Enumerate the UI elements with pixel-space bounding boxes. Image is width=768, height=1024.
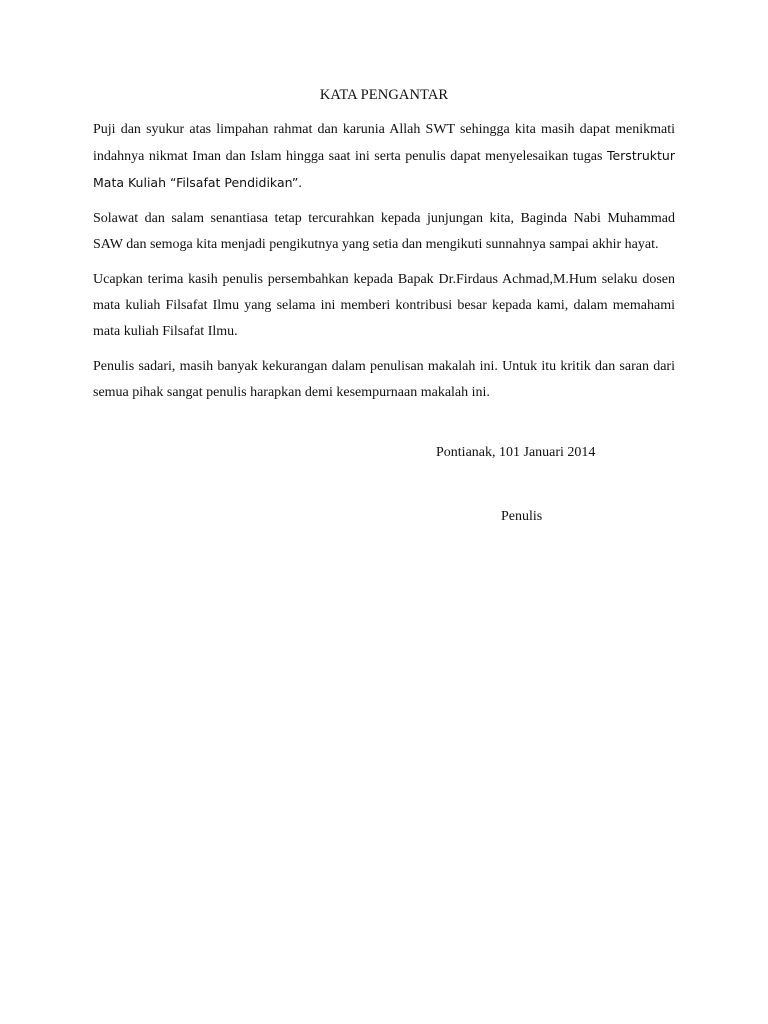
document-body: [93, 117, 675, 415]
place-and-date: Pontianak, 101 Januari 2014: [436, 445, 596, 460]
paragraph-closing: Penulis sadari, masih banyak kekurangan dalam penulisan makalah ini. Untuk itu kritik dan saran dari semua pihak sangat penulis harapkan demi kesempurnaan makalah ini.: [93, 359, 675, 400]
paragraph-salawat: Solawat dan salam senantiasa tetap tercurahkan kepada junjungan kita, Baginda Nabi Muhammad SAW dan semoga kita menjadi pengikutnya yang setia dan mengikuti sunnahnya sampai akhir hayat.: [93, 211, 675, 252]
paragraph-opening-end: .: [298, 176, 302, 191]
paragraph-thanks: Ucapkan terima kasih penulis persembahkan kepada Bapak Dr.Firdaus Achmad,M.Hum selaku dosen mata kuliah Filsafat Ilmu yang selama ini memberi kontribusi besar kepada kami, dalam memahami mata kuliah Filsafat Ilmu.: [93, 272, 675, 339]
signature-name: Penulis: [501, 509, 543, 524]
paragraph-opening: [93, 117, 675, 197]
course-name-emphasis: Terstruktur Mata Kuliah “Filsafat Pendidikan”: [93, 148, 675, 190]
document-title: KATA PENGANTAR: [319, 87, 449, 103]
paragraph-opening-text: Puji dan syukur atas limpahan rahmat dan karunia Allah SWT sehingga kita masih dapat menikmati indahnya nikmat Iman dan Islam hingga saat ini serta penulis dapat menyelesaikan tugas: [93, 122, 675, 164]
